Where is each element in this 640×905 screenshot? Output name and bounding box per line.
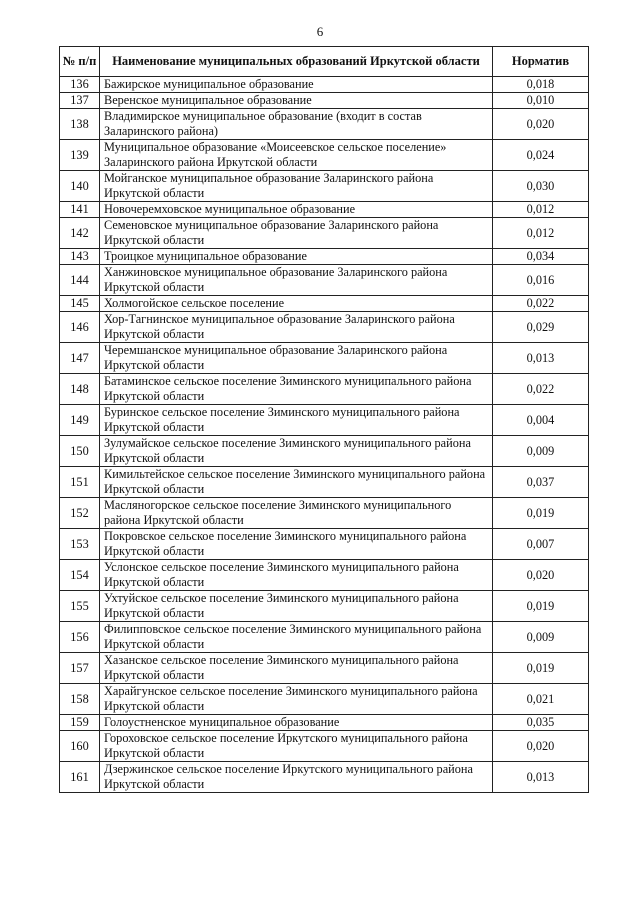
row-value: 0,020 (493, 560, 589, 591)
row-value: 0,018 (493, 77, 589, 93)
table-row (60, 265, 589, 296)
row-value: 0,012 (493, 218, 589, 249)
row-name: Батаминское сельское поселение Зиминского муниципального района Иркутской области (100, 374, 493, 405)
row-name: Голоустненское муниципальное образование (100, 715, 493, 731)
row-number: 157 (60, 653, 100, 684)
row-value: 0,004 (493, 405, 589, 436)
row-name: Харайгунское сельское поселение Зиминского муниципального района Иркутской области (100, 684, 493, 715)
table-row (60, 560, 589, 591)
row-number: 143 (60, 249, 100, 265)
row-value: 0,009 (493, 622, 589, 653)
row-value: 0,022 (493, 374, 589, 405)
row-number: 159 (60, 715, 100, 731)
row-value: 0,013 (493, 343, 589, 374)
header-number: № п/п (60, 47, 100, 77)
row-number: 141 (60, 202, 100, 218)
table-row (60, 77, 589, 93)
row-name: Услонское сельское поселение Зиминского муниципального района Иркутской области (100, 560, 493, 591)
table-header-row (60, 47, 589, 77)
row-name: Гороховское сельское поселение Иркутского муниципального района Иркутской области (100, 731, 493, 762)
row-number: 140 (60, 171, 100, 202)
row-name: Черемшанское муниципальное образование Заларинского района Иркутской области (100, 343, 493, 374)
row-name: Ухтуйское сельское поселение Зиминского муниципального района Иркутской области (100, 591, 493, 622)
table-row (60, 498, 589, 529)
row-name: Семеновское муниципальное образование Заларинского района Иркутской области (100, 218, 493, 249)
row-number: 160 (60, 731, 100, 762)
row-name: Буринское сельское поселение Зиминского муниципального района Иркутской области (100, 405, 493, 436)
table-row (60, 374, 589, 405)
row-name: Филипповское сельское поселение Зиминского муниципального района Иркутской области (100, 622, 493, 653)
table-row (60, 436, 589, 467)
table-row (60, 684, 589, 715)
table-row (60, 312, 589, 343)
row-number: 142 (60, 218, 100, 249)
row-name: Кимильтейское сельское поселение Зиминского муниципального района Иркутской области (100, 467, 493, 498)
row-value: 0,020 (493, 109, 589, 140)
row-value: 0,012 (493, 202, 589, 218)
table-row (60, 171, 589, 202)
row-value: 0,037 (493, 467, 589, 498)
row-number: 152 (60, 498, 100, 529)
table-row (60, 653, 589, 684)
row-number: 137 (60, 93, 100, 109)
row-value: 0,013 (493, 762, 589, 793)
row-value: 0,020 (493, 731, 589, 762)
table-row (60, 591, 589, 622)
row-value: 0,019 (493, 498, 589, 529)
row-number: 147 (60, 343, 100, 374)
row-number: 146 (60, 312, 100, 343)
row-number: 153 (60, 529, 100, 560)
row-value: 0,007 (493, 529, 589, 560)
row-number: 151 (60, 467, 100, 498)
row-value: 0,019 (493, 591, 589, 622)
table-row (60, 296, 589, 312)
table-row (60, 467, 589, 498)
row-name: Бажирское муниципальное образование (100, 77, 493, 93)
row-number: 158 (60, 684, 100, 715)
row-name: Холмогойское сельское поселение (100, 296, 493, 312)
row-number: 144 (60, 265, 100, 296)
row-name: Покровское сельское поселение Зиминского муниципального района Иркутской области (100, 529, 493, 560)
row-number: 139 (60, 140, 100, 171)
table-row (60, 731, 589, 762)
row-value: 0,022 (493, 296, 589, 312)
table-row (60, 762, 589, 793)
normative-table (59, 46, 589, 793)
row-number: 154 (60, 560, 100, 591)
header-value: Норматив (493, 47, 589, 77)
table-row (60, 109, 589, 140)
table-row (60, 202, 589, 218)
row-number: 138 (60, 109, 100, 140)
table-row (60, 218, 589, 249)
row-name: Веренское муниципальное образование (100, 93, 493, 109)
row-value: 0,021 (493, 684, 589, 715)
row-name: Троицкое муниципальное образование (100, 249, 493, 265)
row-number: 136 (60, 77, 100, 93)
row-name: Зулумайское сельское поселение Зиминского муниципального района Иркутской области (100, 436, 493, 467)
row-number: 161 (60, 762, 100, 793)
row-value: 0,024 (493, 140, 589, 171)
row-name: Хазанское сельское поселение Зиминского муниципального района Иркутской области (100, 653, 493, 684)
row-number: 145 (60, 296, 100, 312)
row-value: 0,030 (493, 171, 589, 202)
row-name: Ханжиновское муниципальное образование Заларинского района Иркутской области (100, 265, 493, 296)
table-row (60, 140, 589, 171)
header-name: Наименование муниципальных образований Иркутской области (100, 47, 493, 77)
table-row (60, 249, 589, 265)
row-number: 155 (60, 591, 100, 622)
row-name: Мойганское муниципальное образование Заларинского района Иркутской области (100, 171, 493, 202)
row-value: 0,009 (493, 436, 589, 467)
row-number: 149 (60, 405, 100, 436)
table-row (60, 529, 589, 560)
row-number: 150 (60, 436, 100, 467)
row-value: 0,010 (493, 93, 589, 109)
row-value: 0,029 (493, 312, 589, 343)
row-name: Масляногорское сельское поселение Зиминского муниципального района Иркутской области (100, 498, 493, 529)
row-name: Муниципальное образование «Моисеевское сельское поселение» Заларинского района Иркутской области (100, 140, 493, 171)
table-row (60, 622, 589, 653)
row-name: Дзержинское сельское поселение Иркутского муниципального района Иркутской области (100, 762, 493, 793)
row-name: Хор-Тагнинское муниципальное образование Заларинского района Иркутской области (100, 312, 493, 343)
row-value: 0,034 (493, 249, 589, 265)
row-number: 148 (60, 374, 100, 405)
row-number: 156 (60, 622, 100, 653)
row-name: Владимирское муниципальное образование (входит в состав Заларинского района) (100, 109, 493, 140)
table-row (60, 405, 589, 436)
table-row (60, 715, 589, 731)
row-value: 0,019 (493, 653, 589, 684)
table-row (60, 343, 589, 374)
row-name: Новочеремховское муниципальное образование (100, 202, 493, 218)
page-number: 6 (316, 24, 324, 39)
table-row (60, 93, 589, 109)
row-value: 0,016 (493, 265, 589, 296)
row-value: 0,035 (493, 715, 589, 731)
